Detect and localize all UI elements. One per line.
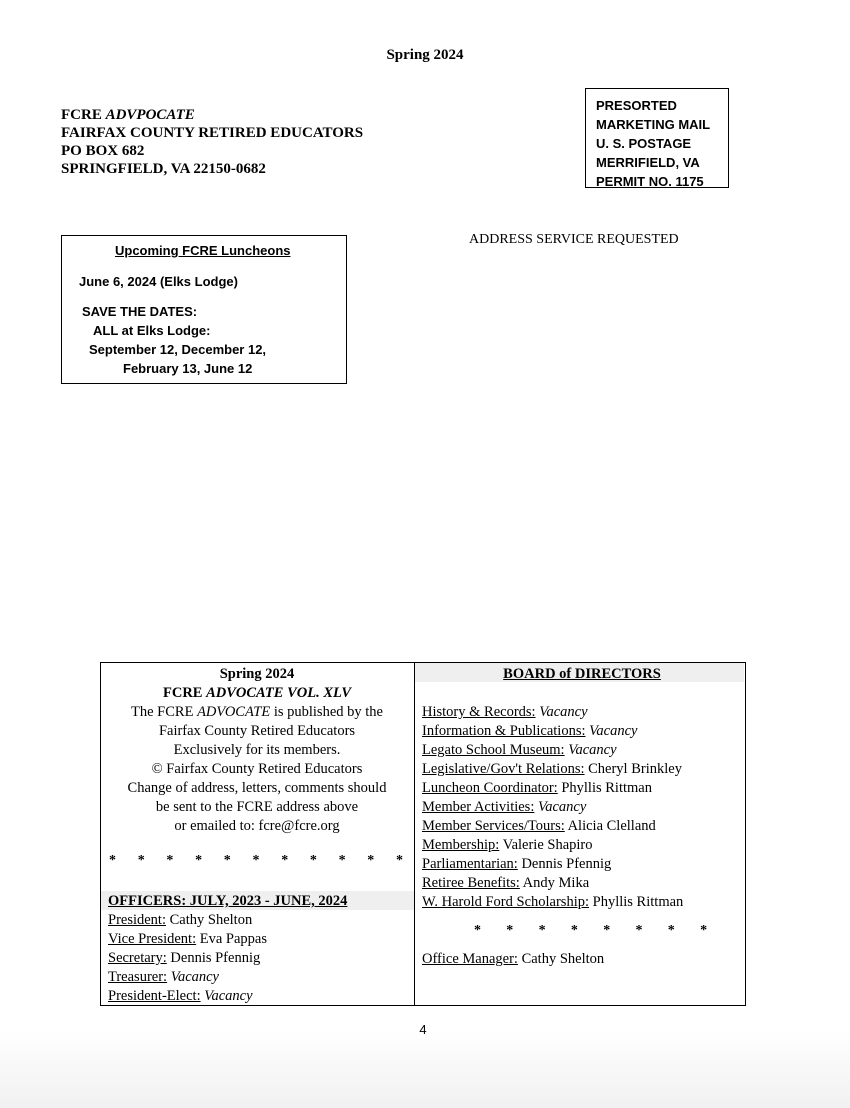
volume-italic: ADVOCATE VOL. XLV: [206, 685, 351, 701]
page-bottom-shade: [0, 1030, 850, 1108]
luncheon-box: [61, 235, 347, 384]
separator-star: *: [338, 853, 346, 868]
separator-star: *: [109, 853, 116, 868]
postage-line5: PERMIT NO. 1175: [596, 174, 704, 189]
office-manager-role: Office Manager:: [422, 951, 518, 967]
luncheon-title: Upcoming FCRE Luncheons: [115, 243, 291, 258]
board-member-role: Member Activities:: [422, 799, 535, 815]
separator-star: *: [396, 853, 403, 868]
board-member-name: Vacancy: [539, 704, 588, 720]
officer-name: Vacancy: [204, 988, 253, 1004]
board-member-name: Phyllis Rittman: [592, 894, 684, 910]
board-member-name: Cheryl Brinkley: [588, 761, 682, 777]
board-member-role: Legato School Museum:: [422, 742, 565, 758]
board-list: [422, 703, 742, 912]
right-star-separator: [422, 912, 742, 950]
officer-name: Cathy Shelton: [169, 912, 253, 928]
board-member-row: [422, 798, 742, 817]
board-member-role: Membership:: [422, 837, 500, 853]
board-member-name: Alicia Clelland: [567, 818, 656, 834]
postage-line3: U. S. POSTAGE: [596, 136, 692, 151]
board-member-row: [422, 817, 742, 836]
board-member-row: [422, 893, 742, 912]
separator-star: *: [137, 853, 145, 868]
officer-list: [108, 911, 347, 1006]
separator-star: *: [538, 923, 546, 938]
masthead-season: Spring 2024: [219, 666, 295, 682]
officer-role: President:: [108, 912, 166, 928]
officers-section: [108, 892, 347, 1006]
board-member-row: [422, 855, 742, 874]
return-address-line2: FAIRFAX COUNTY RETIRED EDUCATORS: [61, 125, 364, 141]
board-member-name: Valerie Shapiro: [502, 837, 593, 853]
separator-star: *: [223, 853, 231, 868]
masthead-divider: [414, 662, 415, 1005]
published-italic: ADVOCATE: [197, 704, 271, 720]
officer-row: [108, 911, 347, 930]
board-member-role: Legislative/Gov't Relations:: [422, 761, 585, 777]
masthead-line4: Exclusively for its members.: [173, 742, 341, 758]
board-member-row: [422, 874, 742, 893]
masthead-line6: Change of address, letters, comments should: [127, 780, 387, 796]
masthead-line3: Fairfax County Retired Educators: [158, 723, 356, 739]
published-prefix: The FCRE: [131, 704, 198, 720]
board-member-role: Information & Publications:: [422, 723, 586, 739]
separator-star: *: [309, 853, 317, 868]
separator-star: *: [603, 923, 611, 938]
board-member-row: [422, 741, 742, 760]
officer-row: [108, 930, 347, 949]
board-member-row: [422, 779, 742, 798]
separator-star: *: [700, 923, 708, 938]
separator-star: *: [281, 853, 289, 868]
separator-star: *: [474, 923, 481, 938]
board-member-row: [422, 722, 742, 741]
volume-prefix: FCRE: [162, 685, 207, 701]
board-member-row: [422, 703, 742, 722]
board-member-name: Vacancy: [568, 742, 617, 758]
postage-line2: MARKETING MAIL: [596, 117, 711, 132]
luncheon-dates-1: September 12, December 12,: [89, 342, 267, 357]
luncheon-dates-2: February 13, June 12: [123, 361, 253, 376]
page-number: 4: [419, 1022, 427, 1037]
masthead-line8: or emailed to: fcre@fcre.org: [174, 818, 340, 834]
address-service-requested: ADDRESS SERVICE REQUESTED: [469, 232, 679, 247]
board-member-role: Luncheon Coordinator:: [422, 780, 558, 796]
masthead-line7: be sent to the FCRE address above: [155, 799, 359, 815]
board-member-name: Phyllis Rittman: [561, 780, 652, 796]
officer-row: [108, 949, 347, 968]
postage-indicia: [585, 88, 729, 188]
separator-star: *: [195, 853, 203, 868]
separator-star: *: [252, 853, 260, 868]
board-member-role: Parliamentarian:: [422, 856, 518, 872]
separator-star: *: [635, 923, 643, 938]
board-member-name: Andy Mika: [522, 875, 590, 891]
board-section: [422, 665, 742, 969]
officer-name: Dennis Pfennig: [170, 950, 261, 966]
postage-line4: MERRIFIELD, VA: [596, 155, 700, 170]
board-member-name: Dennis Pfennig: [521, 856, 612, 872]
board-heading: BOARD of DIRECTORS: [503, 666, 661, 682]
return-address: [61, 106, 363, 178]
separator-star: *: [367, 853, 375, 868]
officer-role: President-Elect:: [108, 988, 201, 1004]
office-manager-row: [422, 950, 742, 969]
officer-name: Vacancy: [170, 969, 219, 985]
board-member-row: [422, 760, 742, 779]
publication-info: [100, 665, 414, 836]
return-address-line1-italic: ADVPOCATE: [105, 107, 195, 123]
separator-star: *: [667, 923, 675, 938]
separator-star: *: [166, 853, 174, 868]
officer-row: [108, 968, 347, 987]
officer-name: Eva Pappas: [199, 931, 267, 947]
separator-star: *: [570, 923, 578, 938]
board-member-role: W. Harold Ford Scholarship:: [422, 894, 590, 910]
officer-role: Secretary:: [108, 950, 167, 966]
officers-heading: OFFICERS: JULY, 2023 - JUNE, 2024: [108, 893, 348, 909]
board-member-row: [422, 836, 742, 855]
board-member-role: Retiree Benefits:: [422, 875, 520, 891]
office-manager-name: Cathy Shelton: [521, 951, 605, 967]
board-member-role: Member Services/Tours:: [422, 818, 565, 834]
issue-season: Spring 2024: [386, 47, 464, 63]
separator-star: *: [506, 923, 514, 938]
officer-role: Vice President:: [108, 931, 197, 947]
officer-row: [108, 987, 347, 1006]
return-address-line3: PO BOX 682: [61, 143, 145, 159]
published-suffix: is published by the: [270, 704, 383, 720]
postage-line1: PRESORTED: [596, 98, 677, 113]
luncheon-location: ALL at Elks Lodge:: [93, 323, 211, 338]
masthead-line5: © Fairfax County Retired Educators: [151, 761, 363, 777]
return-address-line1-prefix: FCRE: [61, 107, 106, 123]
return-address-line4: SPRINGFIELD, VA 22150-0682: [61, 161, 266, 177]
officer-role: Treasurer:: [108, 969, 168, 985]
board-member-role: History & Records:: [422, 704, 536, 720]
masthead-table: [100, 662, 745, 1005]
luncheon-next: June 6, 2024 (Elks Lodge): [79, 274, 238, 289]
board-member-name: Vacancy: [537, 799, 587, 815]
board-member-name: Vacancy: [589, 723, 638, 739]
luncheon-save: SAVE THE DATES:: [82, 304, 198, 319]
